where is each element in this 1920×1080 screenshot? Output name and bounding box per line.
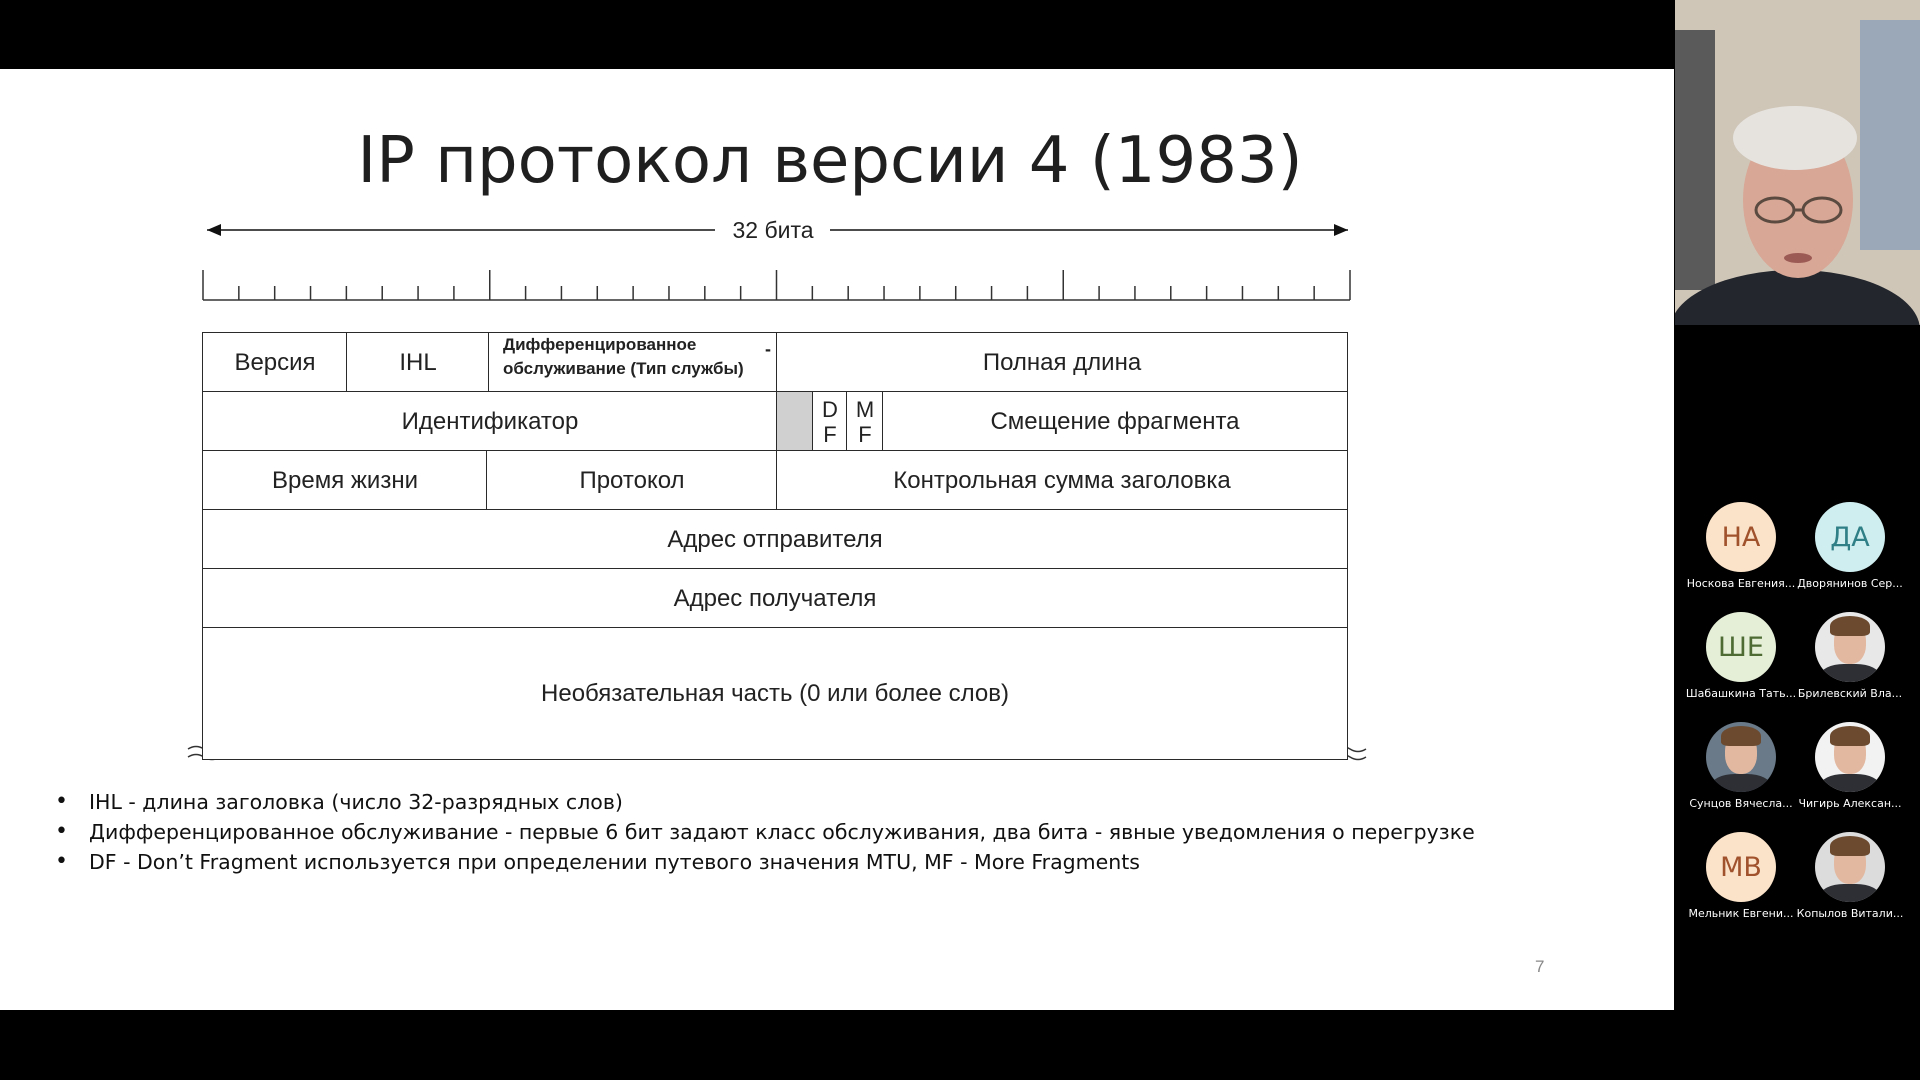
participant-tile[interactable] [1681, 722, 1801, 810]
participant-photo-avatar [1706, 722, 1776, 792]
field-fragment-offset-label: Смещение фрагмента [990, 407, 1240, 435]
field-mf [846, 391, 884, 452]
field-checksum [776, 450, 1348, 511]
field-options-label: Необязательная часть (0 или более слов) [541, 679, 1009, 707]
participant-initials-avatar: НА [1706, 502, 1776, 572]
field-protocol [486, 450, 778, 511]
slide-page-number: 7 [1535, 957, 1545, 976]
field-df-top: D [822, 396, 838, 422]
width-label: 32 бита [732, 217, 814, 243]
participant-name: Носкова Евгения... [1686, 577, 1796, 590]
note-dscp: • Дифференцированное обслуживание - первые 6 бит задают класс обслуживания, два бита - явные уведомления о перегрузке [55, 817, 1475, 847]
speaker-video[interactable] [1675, 0, 1920, 325]
participant-tile[interactable] [1790, 612, 1910, 700]
field-identification [202, 391, 778, 452]
ruler-ticks [203, 270, 1350, 300]
presentation-slide [0, 69, 1674, 1010]
slide-title: IP протокол версии 4 (1983) [357, 124, 1303, 198]
field-source-address [202, 509, 1348, 570]
field-df [812, 391, 848, 452]
note-ihl: • IHL - длина заголовка (число 32-разрядных слов) [55, 787, 1475, 817]
participant-tile[interactable] [1681, 612, 1801, 700]
field-fragment-offset [882, 391, 1348, 452]
field-ihl [346, 332, 490, 393]
field-df-bottom: F [823, 421, 837, 447]
speaker-image [1675, 0, 1920, 325]
field-dscp [488, 332, 778, 393]
field-ttl-label: Время жизни [272, 466, 418, 494]
participant-name: Шабашкина Тать... [1685, 687, 1797, 700]
participant-name: Сунцов Вячесла... [1689, 797, 1793, 810]
participant-name: Брилевский Вла... [1797, 687, 1903, 700]
participant-tile[interactable] [1790, 722, 1910, 810]
field-protocol-label: Протокол [579, 466, 685, 494]
notes-list [55, 787, 1475, 877]
field-ttl [202, 450, 488, 511]
field-ihl-label: IHL [399, 348, 437, 376]
field-version [202, 332, 348, 393]
field-dscp-line1: Дифференцированное [503, 335, 697, 354]
field-version-label: Версия [234, 348, 316, 376]
note-df-mf: • DF - Don’t Fragment используется при определении путевого значения MTU, MF - More Fragments [55, 847, 1475, 877]
participant-tile[interactable] [1681, 832, 1801, 920]
field-source-address-label: Адрес отправителя [667, 525, 883, 553]
participant-tile[interactable] [1790, 832, 1910, 920]
participant-name: Мельник Евгени... [1688, 907, 1794, 920]
field-checksum-label: Контрольная сумма заголовка [893, 466, 1231, 494]
participant-initials-avatar: МВ [1706, 832, 1776, 902]
field-options [202, 627, 1348, 760]
field-identification-label: Идентификатор [401, 407, 579, 435]
field-destination-address-label: Адрес получателя [673, 584, 877, 612]
field-dscp-dash: - [765, 339, 771, 359]
field-total-length-label: Полная длина [982, 348, 1142, 376]
participant-initials-avatar: ШЕ [1706, 612, 1776, 682]
participant-tile[interactable] [1681, 502, 1801, 590]
field-mf-bottom: F [858, 421, 872, 447]
field-mf-top: M [855, 396, 875, 422]
participant-name: Чигирь Алексан... [1798, 797, 1902, 810]
participant-name: Копылов Витали... [1796, 907, 1904, 920]
participant-name: Дворянинов Сер... [1797, 577, 1903, 590]
participant-photo-avatar [1815, 832, 1885, 902]
participant-photo-avatar [1815, 722, 1885, 792]
field-total-length [776, 332, 1348, 393]
participant-initials-avatar: ДА [1815, 502, 1885, 572]
field-reserved-bit [776, 391, 814, 452]
participants-panel [1675, 325, 1920, 1080]
participant-photo-avatar [1815, 612, 1885, 682]
field-dscp-line2: обслуживание (Тип службы) [503, 359, 744, 378]
field-destination-address [202, 568, 1348, 629]
participant-tile[interactable] [1790, 502, 1910, 590]
